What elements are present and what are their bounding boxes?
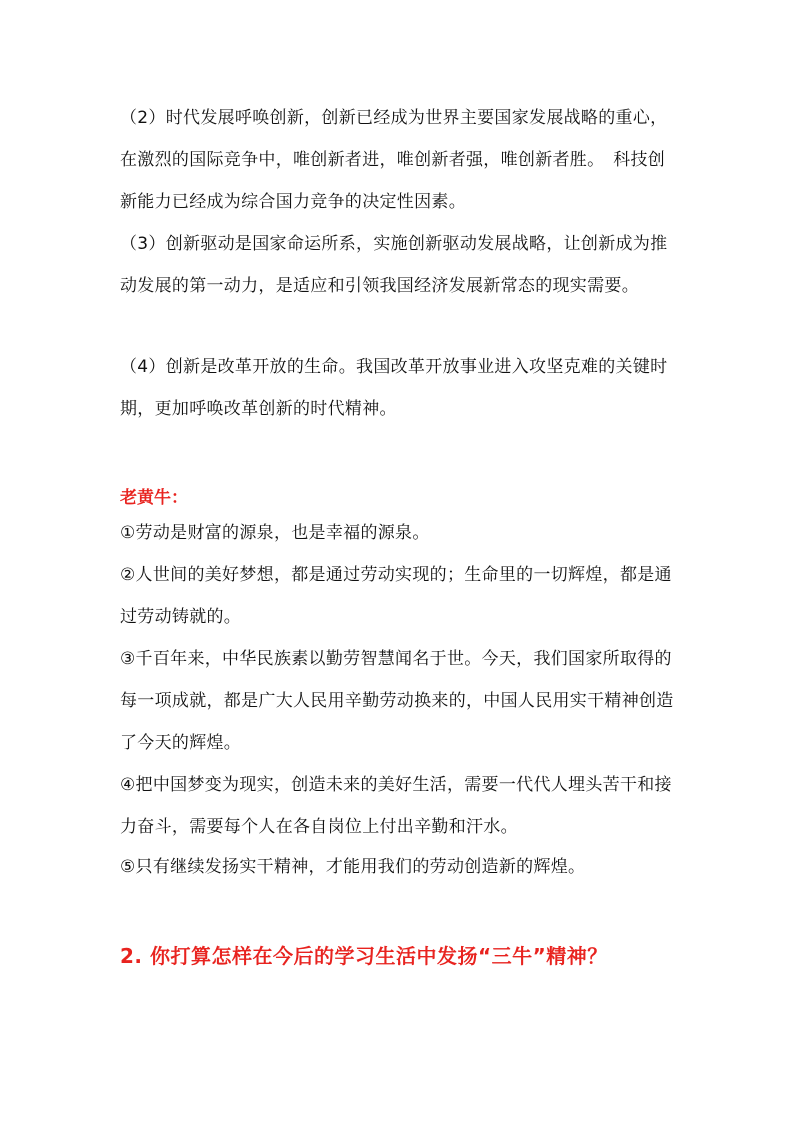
old-ox-item-1: ①劳动是财富的源泉，也是幸福的源泉。	[120, 523, 430, 543]
old-ox-item-4: ④把中国梦变为现实，创造未来的美好生活，需要一代代人埋头苦干和接力奋斗，需要每个人在各自岗位上付出辛勤和汗水。	[120, 775, 672, 837]
old-ox-item-3: ③千百年来，中华民族素以勤劳智慧闻名于世。今天，我们国家所取得的每一项成就，都是广大人民用辛勤劳动换来的，中国人民用实干精神创造了今天的辉煌。	[120, 649, 674, 753]
innovation-item-4: （4）创新是改革开放的生命。我国改革开放事业进入攻坚克难的关键时期，更加呼唤改革创新的时代精神。	[120, 357, 668, 419]
old-ox-item-5: ⑤只有继续发扬实干精神，才能用我们的劳动创造新的辉煌。	[120, 857, 586, 877]
old-ox-item-2: ②人世间的美好梦想，都是通过劳动实现的；生命里的一切辉煌，都是通过劳动铸就的。	[120, 565, 672, 627]
innovation-item-2: （2）时代发展呼唤创新，创新已经成为世界主要国家发展战略的重心，在激烈的国际竞争中，唯创新者进，唯创新者强，唯创新者胜。 科技创新能力已经成为综合国力竞争的决定性因素。	[120, 108, 668, 212]
question-title: 2. 你打算怎样在今后的学习生活中发扬“三牛”精神？	[120, 944, 608, 968]
old-ox-heading: 老黄牛：	[120, 488, 188, 508]
innovation-item-3: （3）创新驱动是国家命运所系，实施创新驱动发展战略，让创新成为推动发展的第一动力，是适应和引领我国经济发展新常态的现实需要。	[120, 234, 668, 296]
